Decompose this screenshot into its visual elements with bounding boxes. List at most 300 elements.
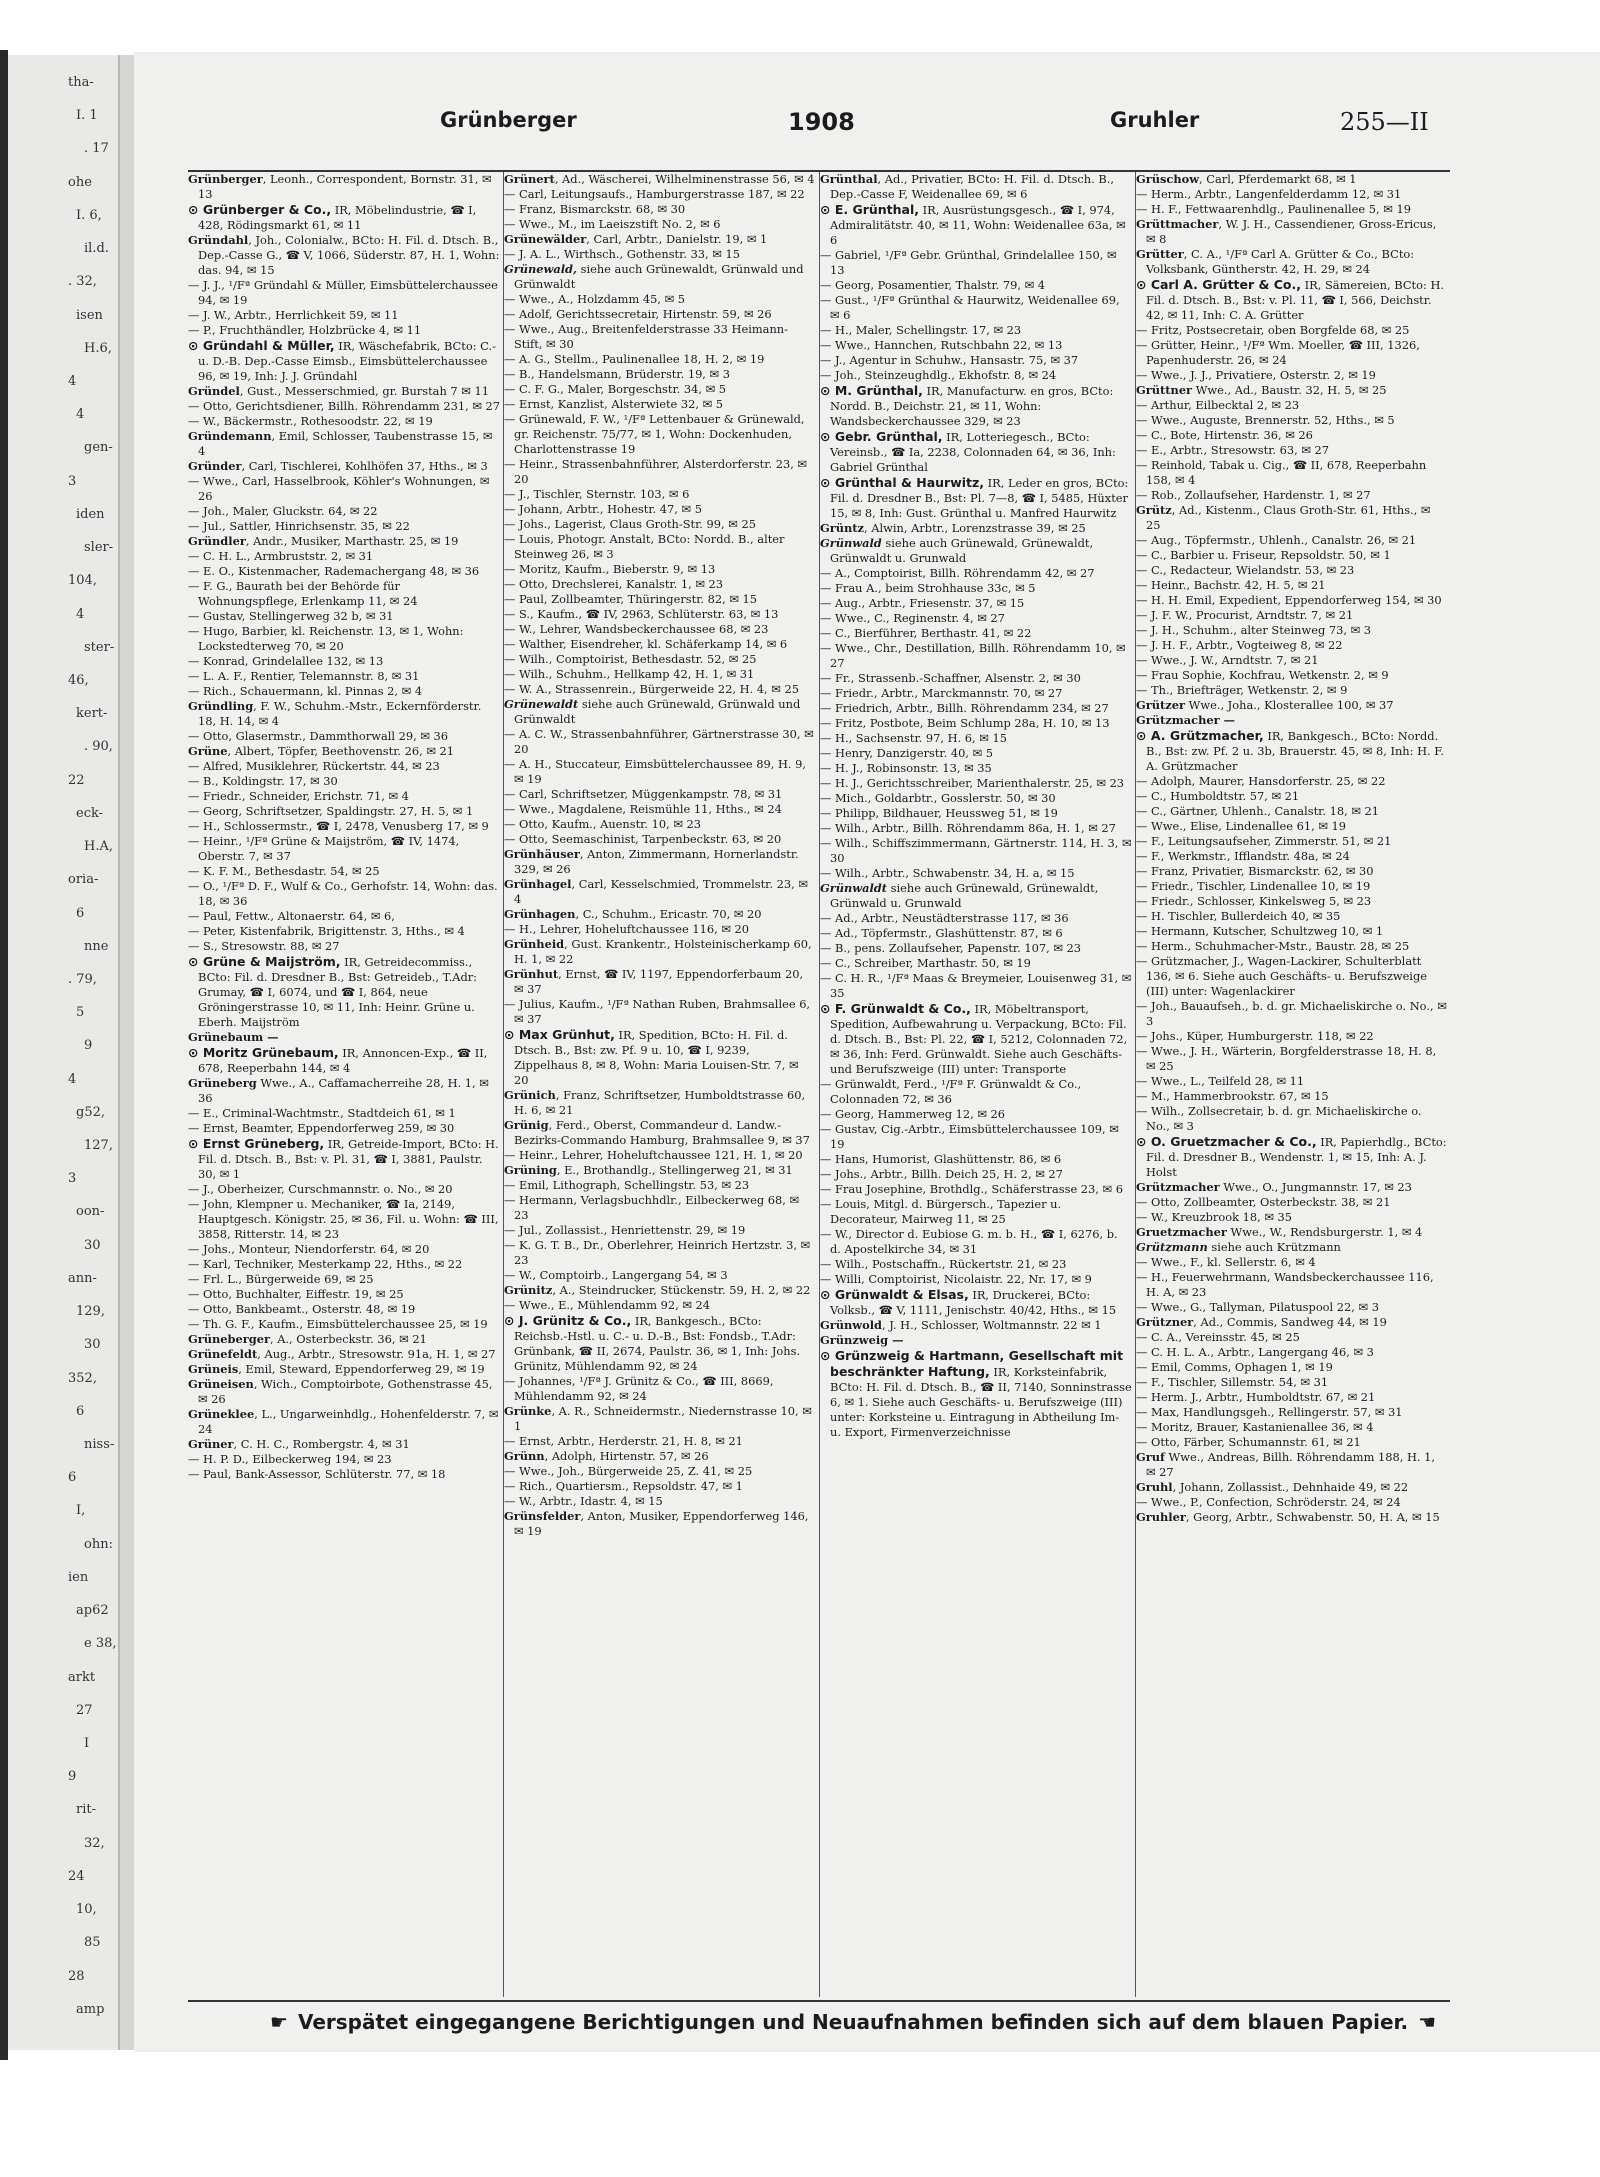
directory-entry xyxy=(1136,834,1450,849)
entry-surname: Grüne xyxy=(188,744,228,758)
directory-entry xyxy=(504,682,819,697)
directory-entry xyxy=(504,1374,819,1404)
entry-heading: Grützmacher — xyxy=(1136,713,1235,727)
entry-details: — C., Bierführer, Berthastr. 41, ✉ 22 xyxy=(820,626,1032,640)
directory-entry xyxy=(1136,187,1450,202)
entry-details: IR, Sämereien, BCto: H. Fil. d. Dtsch. B., Bst: v. Pl. 11, ☎ I, 566, Deichstr. 42, ✉ 11, Inh: C. A. Grütter xyxy=(1146,278,1444,322)
directory-entry xyxy=(1136,1270,1450,1300)
entry-details: — C. F. G., Maler, Borgeschstr. 34, ✉ 5 xyxy=(504,382,727,396)
entry-surname: Gründling xyxy=(188,699,254,713)
entry-crossref-name: Grünewald, xyxy=(504,262,577,276)
entry-details: , A., Osterbeckstr. 36, ✉ 21 xyxy=(269,1332,427,1346)
directory-entry xyxy=(1136,894,1450,909)
entry-details: — Wwe., F., kl. Sellerstr. 6, ✉ 4 xyxy=(1136,1255,1316,1269)
entry-surname: Gruf xyxy=(1136,1450,1165,1464)
previous-page-fragment: 104, xyxy=(68,573,97,589)
directory-entry xyxy=(504,1088,819,1118)
directory-entry xyxy=(1136,1435,1450,1450)
entry-details: — Peter, Kistenfabrik, Brigittenstr. 3, Hths., ✉ 4 xyxy=(188,924,465,938)
directory-entry xyxy=(820,278,1135,293)
directory-entry xyxy=(1136,1345,1450,1360)
entry-details: — Wilh., Schiffszimmermann, Gärtnerstr. 114, H. 3, ✉ 30 xyxy=(820,836,1132,865)
entry-details: — Friedr., Tischler, Lindenallee 10, ✉ 19 xyxy=(1136,879,1371,893)
directory-entry xyxy=(820,338,1135,353)
directory-entry xyxy=(188,699,503,729)
directory-entry xyxy=(188,609,503,624)
directory-entry xyxy=(188,1076,503,1106)
directory-entry xyxy=(1136,458,1450,488)
directory-entry xyxy=(820,971,1135,1001)
entry-details: , Joh., Colonialw., BCto: H. Fil. d. Dtsch. B., Dep.-Casse G., ☎ V, 1066, Süderstr. 87, H. 1, Wohn: das. 94, ✉ 15 xyxy=(198,233,500,277)
directory-entry xyxy=(1136,368,1450,383)
directory-entry xyxy=(1136,608,1450,623)
entry-details: — Heinr., Bachstr. 42, H. 5, ✉ 21 xyxy=(1136,578,1326,592)
entry-surname: Grüntz xyxy=(820,521,865,535)
entry-details: — H. H. Emil, Expedient, Eppendorferweg 154, ✉ 30 xyxy=(1136,593,1442,607)
entry-details: IR, Getreide-Import, BCto: H. Fil. d. Dtsch. B., Bst: v. Pl. 31, ☎ I, 3881, Paulstr. 30, ✉ 1 xyxy=(198,1137,499,1181)
directory-entry xyxy=(820,323,1135,338)
directory-entry xyxy=(504,1479,819,1494)
entry-details: Wwe., W., Rendsburgerstr. 1, ✉ 4 xyxy=(1226,1225,1423,1239)
entry-surname: Grünert xyxy=(504,172,555,186)
entry-details: , Carl, Tischlerei, Kohlhöfen 37, Hths., ✉ 3 xyxy=(241,459,488,473)
directory-entry xyxy=(504,382,819,397)
directory-entry xyxy=(504,502,819,517)
directory-entry xyxy=(820,521,1135,536)
entry-details: — Hermann, Verlagsbuchhdlr., Eilbeckerweg 68, ✉ 23 xyxy=(504,1193,800,1222)
entry-details: — B., Koldingstr. 17, ✉ 30 xyxy=(188,774,338,788)
entry-details: siehe auch Krützmann xyxy=(1207,1240,1341,1254)
directory-entry xyxy=(188,1302,503,1317)
directory-entry xyxy=(820,368,1135,383)
directory-entry xyxy=(188,879,503,909)
entry-details: — Otto, Gerichtsdiener, Billh. Röhrendamm 231, ✉ 27 xyxy=(188,399,500,413)
entry-details: , C. H. C., Rombergstr. 4, ✉ 31 xyxy=(233,1437,410,1451)
previous-page-fragment: 32, xyxy=(84,1835,105,1851)
entry-surname: Grütter xyxy=(1136,247,1184,261)
entry-surname: Grünitz xyxy=(504,1283,553,1297)
entry-details: , C., Schuhm., Ericastr. 70, ✉ 20 xyxy=(575,907,762,921)
entry-details: , Andr., Musiker, Marthastr. 25, ✉ 19 xyxy=(245,534,459,548)
directory-entry xyxy=(1136,172,1450,187)
entry-surname: Gründel xyxy=(188,384,240,398)
previous-page-fragment: ster- xyxy=(84,639,115,655)
entry-details: — F. G., Baurath bei der Behörde für Wohnungspflege, Erlenkamp 11, ✉ 24 xyxy=(188,579,418,608)
entry-details: — Johs., Küper, Humburgerstr. 118, ✉ 22 xyxy=(1136,1029,1374,1043)
previous-page-fragment: . 79, xyxy=(68,971,97,987)
entry-surname: Grünhagel xyxy=(504,877,572,891)
entry-details: — Wwe., G., Tallyman, Pilatuspool 22, ✉ 3 xyxy=(1136,1300,1379,1314)
previous-page-fragment: 4 xyxy=(76,606,85,622)
entry-details: — E., Criminal-Wachtmstr., Stadtdeich 61, ✉ 1 xyxy=(188,1106,456,1120)
directory-entry xyxy=(820,172,1135,202)
entry-details: Wwe., Ad., Baustr. 32, H. 5, ✉ 25 xyxy=(1192,383,1387,397)
entry-details: — C., Bote, Hirtenstr. 36, ✉ 26 xyxy=(1136,428,1313,442)
entry-details: siehe auch Grünewald, Grünewaldt, Grünwaldt u. Grunwald xyxy=(830,536,1094,565)
entry-details: — Th. G. F., Kaufm., Eimsbüttelerchaussee 25, ✉ 19 xyxy=(188,1317,488,1331)
directory-entry xyxy=(504,697,819,727)
entry-details: — Wwe., L., Teilfeld 28, ✉ 11 xyxy=(1136,1074,1305,1088)
entry-surname: Grützer xyxy=(1136,698,1185,712)
directory-entry xyxy=(1136,1360,1450,1375)
directory-entry xyxy=(1136,1390,1450,1405)
entry-surname: Grüneberger xyxy=(188,1332,270,1346)
directory-entry xyxy=(1136,653,1450,668)
directory-entry xyxy=(1136,1510,1450,1525)
entry-details: — K. G. T. B., Dr., Oberlehrer, Heinrich Hertzstr. 3, ✉ 23 xyxy=(504,1238,811,1267)
entry-details: — Jul., Sattler, Hinrichsenstr. 35, ✉ 22 xyxy=(188,519,410,533)
directory-entry xyxy=(188,1437,503,1452)
directory-entry xyxy=(504,607,819,622)
directory-entry xyxy=(1136,713,1450,728)
directory-entry xyxy=(504,217,819,232)
entry-firm-name: ⊙ Grünwaldt & Elsas, xyxy=(820,1287,969,1302)
entry-firm-name: ⊙ Carl A. Grütter & Co., xyxy=(1136,277,1302,292)
entry-details: — W., Kreuzbrook 18, ✉ 35 xyxy=(1136,1210,1292,1224)
previous-page-fragment: 6 xyxy=(68,1470,77,1486)
directory-entry xyxy=(504,172,819,187)
directory-entry xyxy=(820,1077,1135,1107)
entry-details: — H., Schlossermstr., ☎ I, 2478, Venusberg 17, ✉ 9 xyxy=(188,819,489,833)
entry-details: — Ernst, Kanzlist, Alsterwiete 32, ✉ 5 xyxy=(504,397,724,411)
entry-details: , Georg, Arbtr., Schwabenstr. 50, H. A, ✉ 15 xyxy=(1185,1510,1440,1524)
entry-surname: Grüneis xyxy=(188,1362,239,1376)
directory-entry xyxy=(1136,668,1450,683)
entry-details: — Wwe., Aug., Breitenfelderstrasse 33 Heimann-Stift, ✉ 30 xyxy=(504,322,788,351)
entry-details: — Louis, Mitgl. d. Bürgersch., Tapezier u. Decorateur, Mairweg 11, ✉ 25 xyxy=(820,1197,1062,1226)
entry-details: — S., Kaufm., ☎ IV, 2963, Schlüterstr. 63, ✉ 13 xyxy=(504,607,779,621)
directory-entry xyxy=(820,1272,1135,1287)
entry-details: — Georg, Posamentier, Thalstr. 79, ✉ 4 xyxy=(820,278,1046,292)
directory-entry xyxy=(504,727,819,757)
directory-entry xyxy=(188,939,503,954)
entry-details: — Rich., Schauermann, kl. Pinnas 2, ✉ 4 xyxy=(188,684,423,698)
page-number: 255—II xyxy=(1340,108,1429,136)
entry-crossref-name: Grünwald xyxy=(820,536,882,550)
column-1 xyxy=(188,172,503,1997)
directory-entry xyxy=(820,1227,1135,1257)
entry-details: — Wilh., Arbtr., Schwabenstr. 34, H. a, ✉ 15 xyxy=(820,866,1075,880)
previous-page-fragment: eck- xyxy=(76,805,104,821)
entry-details: — H. P. D., Eilbeckerweg 194, ✉ 23 xyxy=(188,1452,392,1466)
entry-details: — Henry, Danzigerstr. 40, ✉ 5 xyxy=(820,746,994,760)
directory-entry xyxy=(504,757,819,787)
directory-entry xyxy=(1136,413,1450,428)
entry-firm-name: ⊙ Gebr. Grünthal, xyxy=(820,429,943,444)
entry-details: — A. G., Stellm., Paulinenallee 18, H. 2, ✉ 19 xyxy=(504,352,765,366)
directory-entry xyxy=(1136,533,1450,548)
entry-details: — H., Feuerwehrmann, Wandsbeckerchaussee 116, H. A, ✉ 23 xyxy=(1136,1270,1434,1299)
directory-entry xyxy=(820,686,1135,701)
directory-entry xyxy=(504,802,819,817)
entry-details: — Adolf, Gerichtssecretair, Hirtenstr. 59, ✉ 26 xyxy=(504,307,772,321)
entry-details: IR, Annoncen-Exp., ☎ II, 678, Reeperbahn 144, ✉ 4 xyxy=(198,1046,488,1075)
entry-details: — E. O., Kistenmacher, Rademachergang 48, ✉ 36 xyxy=(188,564,480,578)
entry-surname: Grünheid xyxy=(504,937,565,951)
entry-details: , Carl, Pferdemarkt 68, ✉ 1 xyxy=(1199,172,1357,186)
directory-entry xyxy=(188,1257,503,1272)
directory-entry xyxy=(820,956,1135,971)
directory-entry xyxy=(504,1494,819,1509)
previous-page-fragment: 6 xyxy=(76,1403,85,1419)
directory-entry xyxy=(188,1106,503,1121)
directory-entry xyxy=(1136,1405,1450,1420)
entry-details: , Gust., Messerschmied, gr. Burstah 7 ✉ 11 xyxy=(239,384,489,398)
directory-entry xyxy=(188,759,503,774)
previous-page-fragment: I. 6, xyxy=(76,207,102,223)
entry-firm-name: ⊙ E. Grünthal, xyxy=(820,202,920,217)
entry-surname: Grüner xyxy=(188,1437,234,1451)
directory-entry xyxy=(820,626,1135,641)
entry-details: siehe auch Grünewaldt, Grünwald und Grünwaldt xyxy=(514,262,804,291)
directory-entry xyxy=(188,429,503,459)
entry-details: — Wwe., Elise, Lindenallee 61, ✉ 19 xyxy=(1136,819,1346,833)
entry-details: IR, Lotteriegesch., BCto: Vereinsb., ☎ Ia, 2238, Colonnaden 64, ✉ 36, Inh: Gabriel Grünthal xyxy=(830,430,1116,474)
directory-entry xyxy=(504,247,819,262)
directory-entry xyxy=(504,352,819,367)
entry-surname: Grünberger xyxy=(188,172,263,186)
entry-details: — Arthur, Eilbecktal 2, ✉ 23 xyxy=(1136,398,1300,412)
directory-entry xyxy=(188,579,503,609)
previous-page-fragment: isen xyxy=(76,307,103,323)
previous-page-fragment: nne xyxy=(84,938,109,954)
entry-surname: Grünewälder xyxy=(504,232,587,246)
directory-entry xyxy=(1136,1180,1450,1195)
directory-entry xyxy=(504,1223,819,1238)
previous-page-fragment: 3 xyxy=(68,473,77,489)
directory-entry xyxy=(504,1193,819,1223)
entry-details: — M., Hammerbrookstr. 67, ✉ 15 xyxy=(1136,1089,1329,1103)
directory-entry xyxy=(188,1197,503,1242)
entry-details: — Wilh., Comptoirist, Bethesdastr. 52, ✉ 25 xyxy=(504,652,757,666)
directory-entry xyxy=(188,172,503,202)
directory-entry xyxy=(188,459,503,474)
entry-details: — H. F., Fettwaarenhdlg., Paulinenallee 5, ✉ 19 xyxy=(1136,202,1411,216)
directory-entry xyxy=(504,202,819,217)
entry-firm-name: ⊙ Grünzweig & Hartmann, Gesellschaft mit beschränkter Haftung, xyxy=(820,1348,1124,1379)
directory-entry xyxy=(1136,277,1450,323)
entry-details: — Willi, Comptoirist, Nicolaistr. 22, Nr. 17, ✉ 9 xyxy=(820,1272,1092,1286)
entry-details: — Joh., Bauaufseh., b. d. gr. Michaeliskirche o. No., ✉ 3 xyxy=(1136,999,1447,1028)
previous-page-fragment: niss- xyxy=(84,1437,115,1453)
entry-details: , Johann, Zollassist., Dehnhaide 49, ✉ 22 xyxy=(1172,1480,1409,1494)
previous-page-fragment: 85 xyxy=(84,1935,101,1951)
entry-details: — Otto, Buchhalter, Eiffestr. 19, ✉ 25 xyxy=(188,1287,404,1301)
entry-details: — Wwe., J. J., Privatiere, Osterstr. 2, ✉ 19 xyxy=(1136,368,1376,382)
entry-details: — Emil, Lithograph, Schellingstr. 53, ✉ 23 xyxy=(504,1178,750,1192)
directory-entry xyxy=(1136,638,1450,653)
directory-entry xyxy=(1136,578,1450,593)
entry-details: siehe auch Grünewald, Grünewaldt, Grünwald u. Grunwald xyxy=(830,881,1099,910)
directory-entry xyxy=(1136,909,1450,924)
directory-entry xyxy=(504,787,819,802)
entry-details: — C. H. R., ¹/Fª Maas & Breymeier, Louisenweg 31, ✉ 35 xyxy=(820,971,1132,1000)
directory-entry xyxy=(820,566,1135,581)
directory-entry xyxy=(1136,503,1450,533)
directory-entry xyxy=(504,667,819,682)
previous-page-fragment: H.A, xyxy=(84,839,113,855)
directory-entry xyxy=(504,1178,819,1193)
entry-details: — Max, Handlungsgeh., Rellingerstr. 57, ✉ 31 xyxy=(1136,1405,1403,1419)
directory-entry xyxy=(188,534,503,549)
previous-page-fragment: rit- xyxy=(76,1802,96,1818)
previous-page-fragment: 28 xyxy=(68,1968,85,1984)
directory-entry xyxy=(1136,217,1450,247)
entry-details: , Emil, Steward, Eppendorferweg 29, ✉ 19 xyxy=(238,1362,485,1376)
directory-entry xyxy=(504,832,819,847)
entry-details: IR, Möbeltransport, Spedition, Aufbewahrung u. Verpackung, BCto: Fil. d. Dtsch. B., Bst: Pl. 22, ☎ I, 5212, Colonnaden 72, ✉ 36, Inh: Ferd. Grünwaldt. Siehe auch Geschäfts- und Berufszweige (III) unter: Transporte xyxy=(830,1002,1128,1076)
entry-details: Wwe., A., Caffamacherreihe 28, H. 1, ✉ 36 xyxy=(198,1076,489,1105)
entry-details: IR, Manufacturw. en gros, BCto: Nordd. B., Deichstr. 21, ✉ 11, Wohn: Wandsbeckerchaussee 329, ✉ 23 xyxy=(830,384,1114,428)
directory-entry xyxy=(188,474,503,504)
entry-details: — A. H., Stuccateur, Eimsbüttelerchaussee 89, H. 9, ✉ 19 xyxy=(504,757,807,786)
entry-details: , Ad., Privatier, BCto: H. Fil. d. Dtsch. B., Dep.-Casse F, Weidenallee 69, ✉ 6 xyxy=(830,172,1114,201)
directory-entry xyxy=(504,562,819,577)
directory-entry xyxy=(1136,398,1450,413)
entry-details: — C., Schreiber, Marthastr. 50, ✉ 19 xyxy=(820,956,1031,970)
entry-firm-name: ⊙ Grüne & Maijström, xyxy=(188,954,341,969)
directory-entry xyxy=(1136,774,1450,789)
previous-page-fragment: 10, xyxy=(76,1902,97,1918)
directory-entry xyxy=(820,836,1135,866)
entry-details: — Ad., Arbtr., Neustädterstrasse 117, ✉ 36 xyxy=(820,911,1069,925)
entry-details: IR, Spedition, BCto: H. Fil. d. Dtsch. B., Bst: zw. Pf. 9 u. 10, ☎ I, 9239, Zippelhaus 8, ✉ 8, Wohn: Maria Louisen-Str. 7, ✉ 20 xyxy=(514,1028,799,1087)
directory-entry xyxy=(504,262,819,292)
column-2 xyxy=(504,172,819,1997)
entry-details: , Ad., Kistenm., Claus Groth-Str. 61, Hths., ✉ 25 xyxy=(1146,503,1431,532)
directory-entry xyxy=(504,412,819,457)
entry-firm-name: ⊙ O. Gruetzmacher & Co., xyxy=(1136,1134,1317,1149)
directory-entry xyxy=(820,596,1135,611)
page-header xyxy=(190,108,1440,144)
entry-details: — Herm. J., Arbtr., Humboldtstr. 67, ✉ 21 xyxy=(1136,1390,1376,1404)
previous-page-fragment: gen- xyxy=(84,440,113,456)
footer-text: Verspätet eingegangene Berichtigungen und Neuaufnahmen befinden sich auf dem blauen Papier. xyxy=(297,2010,1409,2034)
column-3 xyxy=(820,172,1135,1997)
entry-details: — Gabriel, ¹/Fª Gebr. Grünthal, Grindelallee 150, ✉ 13 xyxy=(820,248,1117,277)
entry-details: — Grünwaldt, Ferd., ¹/Fª F. Grünwaldt & Co., Colonnaden 72, ✉ 36 xyxy=(820,1077,1082,1106)
entry-details: , Adolph, Hirtenstr. 57, ✉ 26 xyxy=(544,1449,709,1463)
entry-details: , Alwin, Arbtr., Lorenzstrasse 39, ✉ 25 xyxy=(864,521,1086,535)
directory-entry xyxy=(1136,563,1450,578)
entry-heading: Grünzweig — xyxy=(820,1333,904,1347)
entry-details: — Friedr., Schneider, Erichstr. 71, ✉ 4 xyxy=(188,789,409,803)
previous-page-fragment: 24 xyxy=(68,1868,85,1884)
directory-entry xyxy=(820,1152,1135,1167)
entry-surname: Grünthal xyxy=(820,172,878,186)
directory-entry xyxy=(1136,338,1450,368)
entry-details: , C. A., ¹/Fª Carl A. Grütter & Co., BCto: Volksbank, Güntherstr. 42, H. 29, ✉ 24 xyxy=(1146,247,1415,276)
binding-shadow xyxy=(0,50,8,2060)
entry-details: — Franz, Bismarckstr. 68, ✉ 30 xyxy=(504,202,686,216)
entry-details: — Aug., Arbtr., Friesenstr. 37, ✉ 15 xyxy=(820,596,1025,610)
previous-page-fragment: e 38, xyxy=(84,1636,117,1652)
directory-entry xyxy=(504,367,819,382)
entry-crossref-name: Grünwaldt xyxy=(820,881,888,895)
directory-entry xyxy=(820,941,1135,956)
directory-entry xyxy=(188,1136,503,1182)
entry-details: — Otto, Seemaschinist, Tarpenbeckstr. 63, ✉ 20 xyxy=(504,832,782,846)
directory-entry xyxy=(820,701,1135,716)
previous-page-fragment: iden xyxy=(76,506,105,522)
directory-entry xyxy=(820,581,1135,596)
entry-crossref-name: Grünewaldt xyxy=(504,697,579,711)
directory-entry xyxy=(504,652,819,667)
entry-details: — C., Humboldtstr. 57, ✉ 21 xyxy=(1136,789,1300,803)
previous-page-fragment: ohn: xyxy=(84,1536,113,1552)
entry-surname: Grünhut xyxy=(504,967,559,981)
directory-entry xyxy=(188,1467,503,1482)
directory-entry xyxy=(1136,323,1450,338)
directory-entry xyxy=(1136,247,1450,277)
entry-details: IR, Bankgesch., BCto: Reichsb.-Hstl. u. C.- u. D.-B., Bst: Fondsb., T.Adr: Grünbank, ☎ II, 2674, Paulstr. 36, ✉ 1, Inh: Johs. Grünitz, Mühlendamm 92, ✉ 24 xyxy=(514,1314,801,1373)
directory-entry xyxy=(188,414,503,429)
entry-details: — H. J., Robinsonstr. 13, ✉ 35 xyxy=(820,761,992,775)
footer-notice xyxy=(260,2010,1437,2042)
entry-surname: Grünefeldt xyxy=(188,1347,258,1361)
directory-entry xyxy=(504,1298,819,1313)
directory-entry xyxy=(1136,804,1450,819)
directory-entry xyxy=(1136,1225,1450,1240)
directory-entry xyxy=(504,937,819,967)
entry-surname: Grünhagen xyxy=(504,907,576,921)
entry-details: — C., Barbier u. Friseur, Repsoldstr. 50, ✉ 1 xyxy=(1136,548,1391,562)
directory-entry xyxy=(1136,1044,1450,1074)
entry-details: — W., Comptoirb., Langergang 54, ✉ 3 xyxy=(504,1268,728,1282)
directory-entry xyxy=(188,744,503,759)
directory-entry xyxy=(188,1407,503,1437)
previous-page-fragment: 4 xyxy=(68,1071,77,1087)
directory-entry xyxy=(188,399,503,414)
entry-details: — Georg, Schriftsetzer, Spaldingstr. 27, H. 5, ✉ 1 xyxy=(188,804,474,818)
directory-entry xyxy=(188,1121,503,1136)
directory-entry xyxy=(188,323,503,338)
entry-details: , E., Brothandlg., Stellingerweg 21, ✉ 31 xyxy=(556,1163,793,1177)
entry-details: — Paul, Zollbeamter, Thüringerstr. 82, ✉ 15 xyxy=(504,592,758,606)
directory-entry xyxy=(1136,1420,1450,1435)
entry-firm-name: ⊙ Max Grünhut, xyxy=(504,1027,615,1042)
directory-entry xyxy=(188,384,503,399)
directory-entry xyxy=(820,1197,1135,1227)
entry-details: IR, Leder en gros, BCto: Fil. d. Dresdner B., Bst: Pl. 7—8, ☎ I, 5485, Hüxter 15, ✉ 8, Inh: Gust. Grünthal u. Manfred Haurwitz xyxy=(830,476,1129,520)
previous-page-fragment: 27 xyxy=(76,1702,93,1718)
directory-entry xyxy=(188,1272,503,1287)
directory-entry xyxy=(820,383,1135,429)
previous-page-fragment: g52, xyxy=(76,1104,105,1120)
directory-entry xyxy=(820,536,1135,566)
entry-details: — Mich., Goldarbtr., Gosslerstr. 50, ✉ 30 xyxy=(820,791,1056,805)
entry-details: IR, Wäschefabrik, BCto: C.- u. D.-B. Dep.-Casse Eimsb., Eimsbüttelerchaussee 96, ✉ 19, Inh: J. J. Gründahl xyxy=(198,339,496,383)
directory-entry xyxy=(188,1030,503,1045)
entry-details: , Franz, Schriftsetzer, Humboldtstrasse 60, H. 6, ✉ 21 xyxy=(514,1088,806,1117)
entry-surname: Gruhl xyxy=(1136,1480,1173,1494)
entry-details: , Ernst, ☎ IV, 1197, Eppendorferbaum 20, ✉ 37 xyxy=(514,967,804,996)
entry-details: — C., Redacteur, Wielandstr. 53, ✉ 23 xyxy=(1136,563,1355,577)
directory-entry xyxy=(504,847,819,877)
previous-page-fragment: I, xyxy=(76,1503,86,1519)
directory-entry xyxy=(820,475,1135,521)
directory-entry xyxy=(504,1313,819,1374)
entry-details: — Frau Sophie, Kochfrau, Wetkenstr. 2, ✉ 9 xyxy=(1136,668,1389,682)
header-right-word: Gruhler xyxy=(1110,108,1200,132)
directory-entry xyxy=(1136,939,1450,954)
directory-entry xyxy=(820,1182,1135,1197)
directory-entry xyxy=(188,1452,503,1467)
directory-entry xyxy=(188,729,503,744)
entry-details: — Wilh., Arbtr., Billh. Röhrendamm 86a, H. 1, ✉ 27 xyxy=(820,821,1116,835)
entry-details: , Aug., Arbtr., Stresowstr. 91a, H. 1, ✉ 27 xyxy=(257,1347,496,1361)
directory-entry xyxy=(188,564,503,579)
